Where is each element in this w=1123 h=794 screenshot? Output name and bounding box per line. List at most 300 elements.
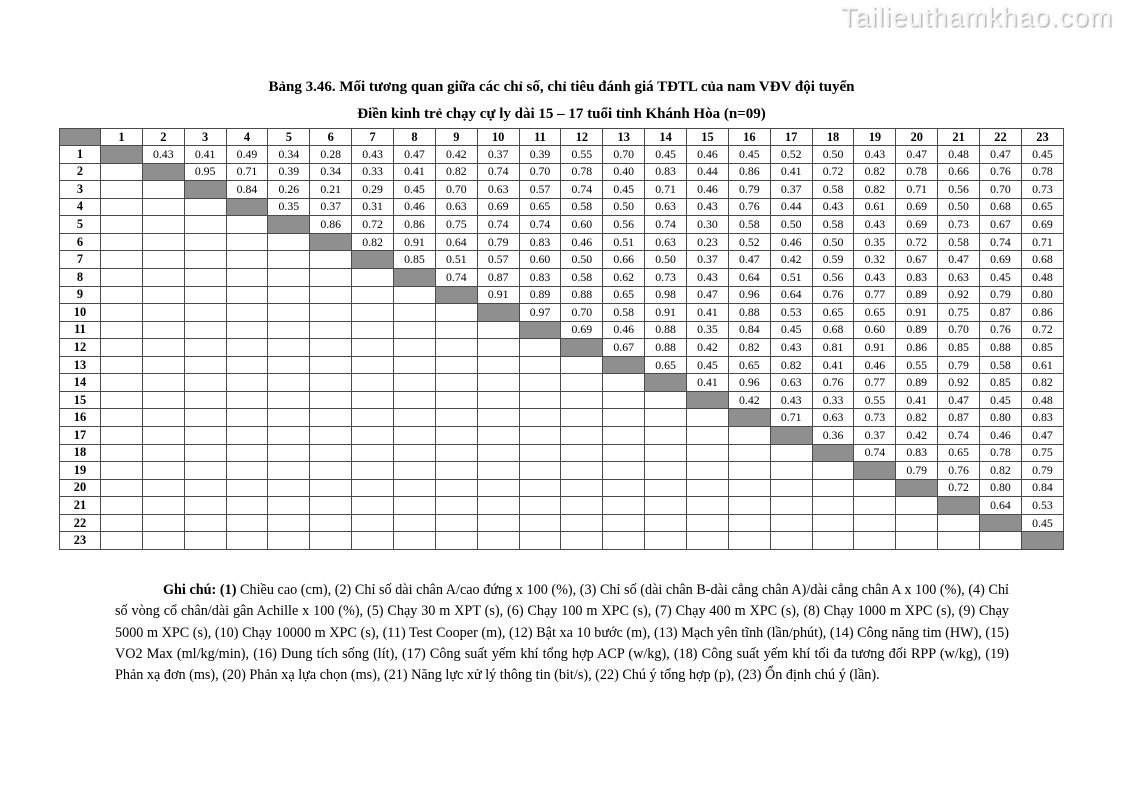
empty-cell <box>645 409 687 427</box>
empty-cell <box>603 497 645 515</box>
empty-cell <box>268 233 310 251</box>
correlation-cell: 0.69 <box>980 251 1022 269</box>
correlation-cell: 0.70 <box>938 321 980 339</box>
correlation-cell: 0.58 <box>938 233 980 251</box>
empty-cell <box>352 304 394 322</box>
correlation-cell: 0.37 <box>477 146 519 164</box>
empty-cell <box>101 409 143 427</box>
correlation-cell: 0.67 <box>896 251 938 269</box>
empty-cell <box>352 462 394 480</box>
row-header: 17 <box>60 427 101 445</box>
empty-cell <box>226 391 268 409</box>
correlation-cell: 0.45 <box>394 181 436 199</box>
empty-cell <box>101 321 143 339</box>
correlation-cell: 0.96 <box>728 286 770 304</box>
matrix-row <box>60 532 1064 550</box>
empty-cell <box>142 251 184 269</box>
empty-cell <box>645 514 687 532</box>
footnote <box>115 580 1009 686</box>
correlation-cell: 0.76 <box>938 462 980 480</box>
correlation-cell: 0.82 <box>854 163 896 181</box>
correlation-cell: 0.79 <box>477 233 519 251</box>
matrix-row <box>60 391 1064 409</box>
empty-cell <box>101 479 143 497</box>
empty-cell <box>184 374 226 392</box>
correlation-cell: 0.45 <box>1021 514 1063 532</box>
col-header: 6 <box>310 129 352 146</box>
empty-cell <box>101 268 143 286</box>
empty-cell <box>394 374 436 392</box>
correlation-cell: 0.46 <box>854 356 896 374</box>
correlation-cell: 0.50 <box>812 146 854 164</box>
empty-cell <box>687 514 729 532</box>
correlation-cell: 0.75 <box>1021 444 1063 462</box>
correlation-cell: 0.64 <box>770 286 812 304</box>
correlation-cell: 0.83 <box>896 444 938 462</box>
empty-cell <box>394 514 436 532</box>
correlation-cell: 0.91 <box>854 339 896 357</box>
table-title <box>0 74 1123 128</box>
correlation-cell: 0.46 <box>687 146 729 164</box>
correlation-cell: 0.89 <box>896 286 938 304</box>
empty-cell <box>142 233 184 251</box>
matrix-row <box>60 356 1064 374</box>
correlation-cell: 0.77 <box>854 286 896 304</box>
empty-cell <box>519 444 561 462</box>
correlation-cell: 0.89 <box>896 321 938 339</box>
correlation-cell: 0.91 <box>477 286 519 304</box>
empty-cell <box>477 374 519 392</box>
diagonal-cell <box>812 444 854 462</box>
empty-cell <box>394 497 436 515</box>
correlation-cell: 0.63 <box>477 181 519 199</box>
correlation-cell: 0.86 <box>394 216 436 234</box>
correlation-cell: 0.50 <box>561 251 603 269</box>
empty-cell <box>226 462 268 480</box>
empty-cell <box>310 356 352 374</box>
row-header: 20 <box>60 479 101 497</box>
empty-cell <box>477 514 519 532</box>
empty-cell <box>352 444 394 462</box>
empty-cell <box>519 479 561 497</box>
correlation-cell: 0.71 <box>1021 233 1063 251</box>
correlation-cell: 0.83 <box>519 233 561 251</box>
correlation-cell: 0.86 <box>310 216 352 234</box>
empty-cell <box>101 444 143 462</box>
empty-cell <box>184 321 226 339</box>
empty-cell <box>142 374 184 392</box>
correlation-cell: 0.33 <box>812 391 854 409</box>
empty-cell <box>435 321 477 339</box>
correlation-cell: 0.63 <box>435 198 477 216</box>
empty-cell <box>142 514 184 532</box>
empty-cell <box>561 532 603 550</box>
col-header: 19 <box>854 129 896 146</box>
correlation-cell: 0.52 <box>770 146 812 164</box>
diagonal-cell <box>226 198 268 216</box>
col-header: 8 <box>394 129 436 146</box>
correlation-cell: 0.75 <box>435 216 477 234</box>
empty-cell <box>394 409 436 427</box>
correlation-cell: 0.72 <box>352 216 394 234</box>
correlation-cell: 0.46 <box>980 427 1022 445</box>
correlation-cell: 0.45 <box>645 146 687 164</box>
correlation-cell: 0.29 <box>352 181 394 199</box>
empty-cell <box>310 427 352 445</box>
correlation-cell: 0.46 <box>770 233 812 251</box>
correlation-cell: 0.62 <box>603 268 645 286</box>
empty-cell <box>142 321 184 339</box>
correlation-cell: 0.81 <box>812 339 854 357</box>
matrix-row <box>60 286 1064 304</box>
correlation-cell: 0.79 <box>896 462 938 480</box>
correlation-cell: 0.55 <box>561 146 603 164</box>
correlation-cell: 0.76 <box>812 374 854 392</box>
correlation-cell: 0.65 <box>603 286 645 304</box>
correlation-cell: 0.63 <box>645 198 687 216</box>
empty-cell <box>142 216 184 234</box>
empty-cell <box>896 532 938 550</box>
empty-cell <box>268 356 310 374</box>
empty-cell <box>980 532 1022 550</box>
empty-cell <box>352 321 394 339</box>
empty-cell <box>310 339 352 357</box>
row-header: 2 <box>60 163 101 181</box>
correlation-cell: 0.85 <box>938 339 980 357</box>
correlation-cell: 0.65 <box>728 356 770 374</box>
correlation-cell: 0.28 <box>310 146 352 164</box>
col-header: 17 <box>770 129 812 146</box>
empty-cell <box>477 409 519 427</box>
diagonal-cell <box>603 356 645 374</box>
correlation-cell: 0.84 <box>1021 479 1063 497</box>
correlation-cell: 0.42 <box>728 391 770 409</box>
empty-cell <box>310 321 352 339</box>
correlation-cell: 0.45 <box>980 268 1022 286</box>
empty-cell <box>310 251 352 269</box>
correlation-cell: 0.73 <box>1021 181 1063 199</box>
empty-cell <box>728 514 770 532</box>
empty-cell <box>687 497 729 515</box>
correlation-cell: 0.78 <box>561 163 603 181</box>
watermark: Tailieuthamkhao.com <box>840 2 1113 32</box>
correlation-cell: 0.58 <box>561 198 603 216</box>
diagonal-cell <box>142 163 184 181</box>
matrix-row <box>60 198 1064 216</box>
empty-cell <box>645 391 687 409</box>
empty-cell <box>101 356 143 374</box>
empty-cell <box>268 462 310 480</box>
empty-cell <box>561 514 603 532</box>
empty-cell <box>394 356 436 374</box>
empty-cell <box>184 444 226 462</box>
empty-cell <box>226 251 268 269</box>
correlation-cell: 0.83 <box>645 163 687 181</box>
empty-cell <box>687 532 729 550</box>
empty-cell <box>728 532 770 550</box>
correlation-cell: 0.98 <box>645 286 687 304</box>
correlation-cell: 0.45 <box>603 181 645 199</box>
empty-cell <box>184 391 226 409</box>
correlation-cell: 0.70 <box>561 304 603 322</box>
correlation-cell: 0.47 <box>896 146 938 164</box>
correlation-cell: 0.60 <box>561 216 603 234</box>
empty-cell <box>268 321 310 339</box>
diagonal-cell <box>310 233 352 251</box>
footnote-label: Ghi chú: (1) <box>163 582 237 599</box>
empty-cell <box>310 479 352 497</box>
empty-cell <box>142 409 184 427</box>
empty-cell <box>435 514 477 532</box>
correlation-cell: 0.68 <box>1021 251 1063 269</box>
empty-cell <box>770 532 812 550</box>
empty-cell <box>687 444 729 462</box>
empty-cell <box>561 391 603 409</box>
correlation-cell: 0.47 <box>1021 427 1063 445</box>
correlation-cell: 0.80 <box>1021 286 1063 304</box>
empty-cell <box>184 233 226 251</box>
row-header: 1 <box>60 146 101 164</box>
empty-cell <box>435 356 477 374</box>
correlation-cell: 0.82 <box>1021 374 1063 392</box>
correlation-cell: 0.74 <box>519 216 561 234</box>
correlation-cell: 0.50 <box>938 198 980 216</box>
correlation-cell: 0.43 <box>142 146 184 164</box>
empty-cell <box>268 251 310 269</box>
correlation-cell: 0.71 <box>226 163 268 181</box>
empty-cell <box>226 286 268 304</box>
empty-cell <box>101 198 143 216</box>
diagonal-cell <box>435 286 477 304</box>
empty-cell <box>477 532 519 550</box>
row-header: 18 <box>60 444 101 462</box>
correlation-cell: 0.70 <box>519 163 561 181</box>
empty-cell <box>394 321 436 339</box>
empty-cell <box>184 304 226 322</box>
empty-cell <box>184 409 226 427</box>
correlation-cell: 0.73 <box>854 409 896 427</box>
correlation-cell: 0.74 <box>645 216 687 234</box>
correlation-cell: 0.47 <box>938 391 980 409</box>
correlation-cell: 0.74 <box>435 268 477 286</box>
empty-cell <box>352 514 394 532</box>
correlation-cell: 0.43 <box>854 216 896 234</box>
empty-cell <box>519 374 561 392</box>
empty-cell <box>435 304 477 322</box>
matrix-row <box>60 444 1064 462</box>
empty-cell <box>687 479 729 497</box>
correlation-cell: 0.46 <box>561 233 603 251</box>
empty-cell <box>645 497 687 515</box>
empty-cell <box>268 479 310 497</box>
correlation-cell: 0.56 <box>938 181 980 199</box>
correlation-cell: 0.65 <box>1021 198 1063 216</box>
correlation-cell: 0.45 <box>687 356 729 374</box>
empty-cell <box>184 497 226 515</box>
correlation-cell: 0.74 <box>561 181 603 199</box>
correlation-cell: 0.47 <box>938 251 980 269</box>
matrix-row <box>60 181 1064 199</box>
empty-cell <box>854 479 896 497</box>
empty-cell <box>268 286 310 304</box>
correlation-cell: 0.23 <box>687 233 729 251</box>
correlation-cell: 0.65 <box>645 356 687 374</box>
empty-cell <box>226 532 268 550</box>
empty-cell <box>435 479 477 497</box>
empty-cell <box>394 462 436 480</box>
empty-cell <box>561 356 603 374</box>
diagonal-cell <box>980 514 1022 532</box>
correlation-cell: 0.41 <box>687 374 729 392</box>
correlation-cell: 0.64 <box>435 233 477 251</box>
empty-cell <box>938 532 980 550</box>
correlation-cell: 0.37 <box>854 427 896 445</box>
empty-cell <box>728 479 770 497</box>
correlation-cell: 0.41 <box>687 304 729 322</box>
empty-cell <box>268 268 310 286</box>
diagonal-cell <box>645 374 687 392</box>
empty-cell <box>394 444 436 462</box>
empty-cell <box>561 497 603 515</box>
empty-cell <box>896 514 938 532</box>
correlation-cell: 0.51 <box>603 233 645 251</box>
correlation-cell: 0.64 <box>980 497 1022 515</box>
correlation-cell: 0.75 <box>938 304 980 322</box>
empty-cell <box>184 532 226 550</box>
empty-cell <box>728 497 770 515</box>
correlation-cell: 0.50 <box>812 233 854 251</box>
correlation-cell: 0.68 <box>812 321 854 339</box>
row-header: 6 <box>60 233 101 251</box>
empty-cell <box>519 339 561 357</box>
correlation-cell: 0.74 <box>477 163 519 181</box>
empty-cell <box>268 444 310 462</box>
empty-cell <box>142 462 184 480</box>
empty-cell <box>226 304 268 322</box>
empty-cell <box>226 427 268 445</box>
correlation-cell: 0.74 <box>938 427 980 445</box>
correlation-cell: 0.79 <box>728 181 770 199</box>
correlation-cell: 0.74 <box>980 233 1022 251</box>
empty-cell <box>687 427 729 445</box>
empty-cell <box>226 339 268 357</box>
correlation-cell: 0.43 <box>687 198 729 216</box>
diagonal-cell <box>854 462 896 480</box>
correlation-cell: 0.92 <box>938 374 980 392</box>
correlation-cell: 0.67 <box>603 339 645 357</box>
correlation-cell: 0.82 <box>854 181 896 199</box>
diagonal-cell <box>896 479 938 497</box>
empty-cell <box>310 268 352 286</box>
correlation-cell: 0.72 <box>1021 321 1063 339</box>
correlation-cell: 0.70 <box>435 181 477 199</box>
correlation-cell: 0.85 <box>980 374 1022 392</box>
col-header: 21 <box>938 129 980 146</box>
empty-cell <box>812 479 854 497</box>
matrix-row <box>60 427 1064 445</box>
empty-cell <box>812 462 854 480</box>
correlation-cell: 0.56 <box>812 268 854 286</box>
correlation-cell: 0.36 <box>812 427 854 445</box>
correlation-cell: 0.43 <box>770 391 812 409</box>
row-header: 11 <box>60 321 101 339</box>
row-header: 8 <box>60 268 101 286</box>
correlation-cell: 0.82 <box>728 339 770 357</box>
correlation-cell: 0.39 <box>268 163 310 181</box>
correlation-cell: 0.91 <box>645 304 687 322</box>
correlation-cell: 0.65 <box>938 444 980 462</box>
col-header: 5 <box>268 129 310 146</box>
correlation-cell: 0.44 <box>770 198 812 216</box>
correlation-cell: 0.88 <box>728 304 770 322</box>
empty-cell <box>435 532 477 550</box>
empty-cell <box>101 233 143 251</box>
empty-cell <box>352 268 394 286</box>
empty-cell <box>645 444 687 462</box>
empty-cell <box>310 374 352 392</box>
empty-cell <box>352 427 394 445</box>
correlation-cell: 0.61 <box>1021 356 1063 374</box>
empty-cell <box>435 462 477 480</box>
empty-cell <box>226 374 268 392</box>
empty-cell <box>268 532 310 550</box>
correlation-cell: 0.26 <box>268 181 310 199</box>
matrix-row <box>60 497 1064 515</box>
correlation-cell: 0.50 <box>603 198 645 216</box>
correlation-cell: 0.51 <box>435 251 477 269</box>
empty-cell <box>226 444 268 462</box>
empty-cell <box>352 479 394 497</box>
empty-cell <box>142 181 184 199</box>
correlation-cell: 0.43 <box>854 146 896 164</box>
empty-cell <box>184 286 226 304</box>
empty-cell <box>477 462 519 480</box>
empty-cell <box>519 427 561 445</box>
matrix-row <box>60 233 1064 251</box>
col-header: 9 <box>435 129 477 146</box>
correlation-cell: 0.42 <box>687 339 729 357</box>
correlation-cell: 0.74 <box>477 216 519 234</box>
empty-cell <box>603 427 645 445</box>
table-title-line1: Bảng 3.46. Mối tương quan giữa các chỉ số, chỉ tiêu đánh giá TĐTL của nam VĐV đội tuyển <box>268 79 855 95</box>
empty-cell <box>226 479 268 497</box>
correlation-cell: 0.39 <box>519 146 561 164</box>
row-header: 19 <box>60 462 101 480</box>
empty-cell <box>519 409 561 427</box>
correlation-cell: 0.44 <box>687 163 729 181</box>
diagonal-cell <box>352 251 394 269</box>
correlation-cell: 0.92 <box>938 286 980 304</box>
correlation-cell: 0.53 <box>770 304 812 322</box>
empty-cell <box>770 444 812 462</box>
diagonal-cell <box>394 268 436 286</box>
correlation-cell: 0.41 <box>812 356 854 374</box>
empty-cell <box>101 497 143 515</box>
correlation-cell: 0.45 <box>1021 146 1063 164</box>
empty-cell <box>142 497 184 515</box>
matrix-row <box>60 374 1064 392</box>
empty-cell <box>603 374 645 392</box>
matrix-body <box>60 146 1064 550</box>
empty-cell <box>435 374 477 392</box>
empty-cell <box>519 356 561 374</box>
correlation-cell: 0.69 <box>1021 216 1063 234</box>
correlation-cell: 0.63 <box>770 374 812 392</box>
correlation-cell: 0.35 <box>854 233 896 251</box>
empty-cell <box>645 479 687 497</box>
empty-cell <box>352 374 394 392</box>
correlation-cell: 0.86 <box>1021 304 1063 322</box>
